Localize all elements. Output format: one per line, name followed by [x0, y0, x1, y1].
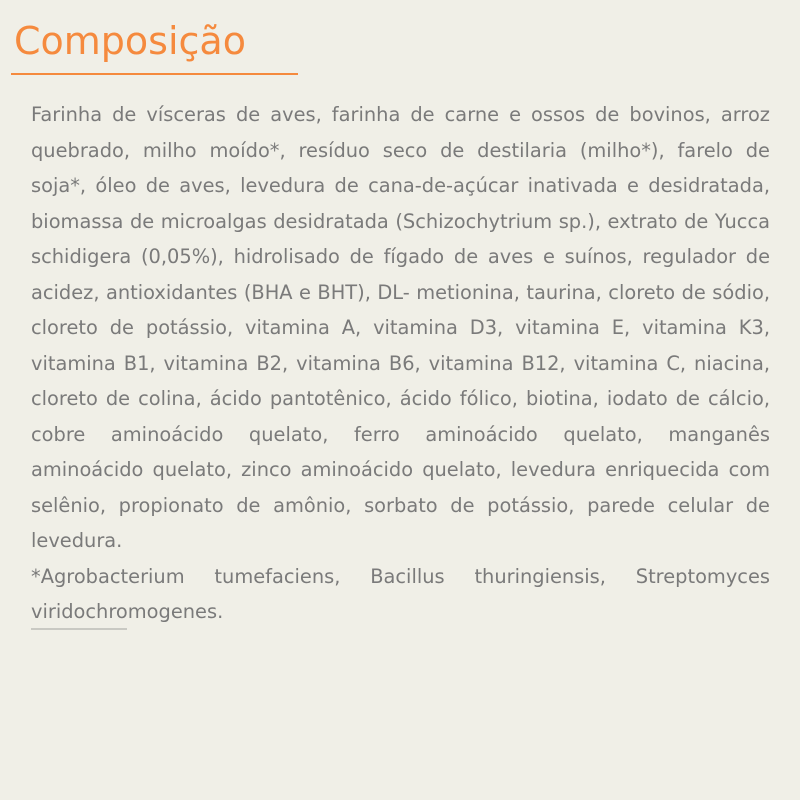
- title-underline: [11, 73, 298, 75]
- ingredients-paragraph: Farinha de vísceras de aves, farinha de carne e ossos de bovinos, arroz quebrado, milho moído*, resíduo seco de destilaria (milho*), farelo de soja*, óleo de aves, levedura de cana-de-açúcar inativada e desidratada, biomassa de microalgas desidratada (Schizochytrium sp.), extrato de Yucca schidigera (0,05%), hidrolisado de fígado de aves e suínos, regulador de acidez, antioxidantes (BHA e BHT), DL- metionina, taurina, cloreto de sódio, cloreto de potássio, vitamina A, vitamina D3, vitamina E, vitamina K3, vitamina B1, vitamina B2, vitamina B6, vitamina B12, vitamina C, niacina, cloreto de colina, ácido pantotênico, ácido fólico, biotina, iodato de cálcio, cobre aminoácido quelato, ferro aminoácido quelato, manganês aminoácido quelato, zinco aminoácido quelato, levedura enriquecida com selênio, propionato de amônio, sorbato de potássio, parede celular de levedura.: [31, 103, 770, 552]
- footnote-paragraph: *Agrobacterium tumefaciens, Bacillus thuringiensis, Streptomyces viridochromogenes.: [31, 564, 770, 623]
- faint-mark: [31, 628, 127, 630]
- composition-text: [31, 97, 770, 630]
- page-title: Composição: [14, 19, 246, 63]
